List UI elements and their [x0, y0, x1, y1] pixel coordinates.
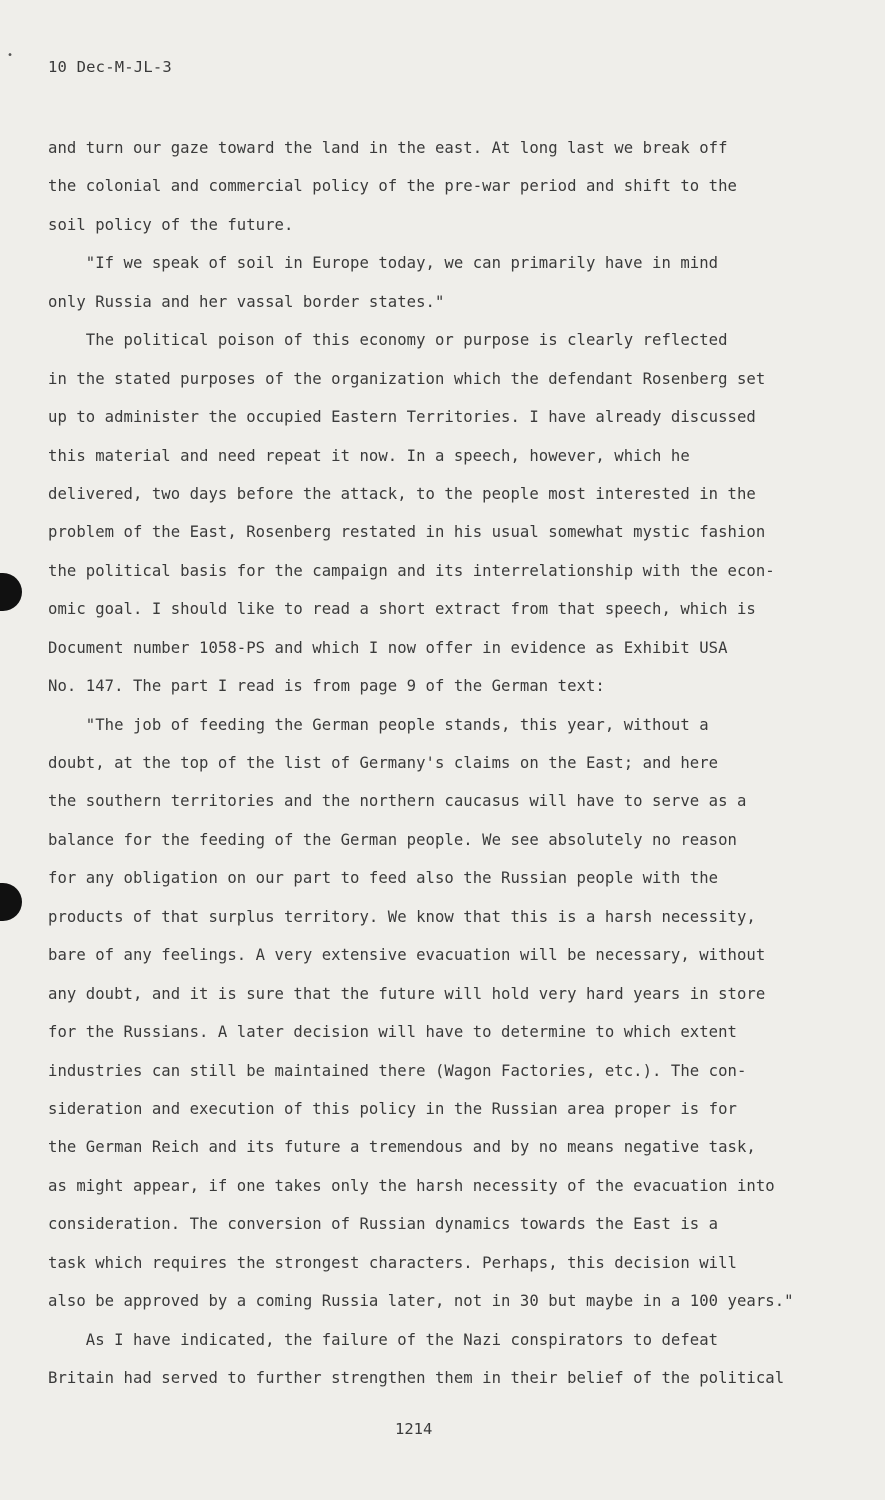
text-line: "If we speak of soil in Europe today, we can primarily have in mind [48, 254, 719, 273]
text-line: this material and need repeat it now. In a speech, however, which he [48, 446, 690, 465]
text-line: delivered, two days before the attack, to the people most interested in the [48, 484, 756, 503]
text-line: Britain had served to further strengthen them in their belief of the political [48, 1369, 785, 1387]
text-line: "The job of feeding the German people stands, this year, without a [48, 715, 709, 734]
page-identifier: 10 Dec-M-JL-3 [48, 58, 172, 76]
text-line: and turn our gaze toward the land in the east. At long last we break off [48, 139, 728, 157]
text-line: as might appear, if one takes only the harsh necessity of the evacuation into [48, 1176, 775, 1195]
text-line: doubt, at the top of the list of Germany's claims on the East; and here [48, 754, 719, 772]
text-line: the colonial and commercial policy of the pre-war period and shift to the [48, 177, 737, 196]
text-line: the political basis for the campaign and its interrelationship with the econ- [48, 561, 775, 580]
text-line: balance for the feeding of the German people. We see absolutely no reason [48, 830, 737, 849]
text-line: Document number 1058-PS and which I now offer in evidence as Exhibit USA [48, 638, 728, 657]
text-line: the southern territories and the northern caucasus will have to serve as a [48, 792, 747, 811]
text-line: soil policy of the future. [48, 215, 294, 234]
text-line: task which requires the strongest characters. Perhaps, this decision will [48, 1253, 737, 1272]
text-line: consideration. The conversion of Russian dynamics towards the East is a [48, 1215, 719, 1234]
text-line: for any obligation on our part to feed also the Russian people with the [48, 869, 719, 888]
text-line: only Russia and her vassal border states." [48, 292, 445, 311]
text-line: for the Russians. A later decision will have to determine to which extent [48, 1023, 737, 1042]
text-line: the German Reich and its future a tremendous and by no means negative task, [48, 1138, 756, 1157]
text-line: As I have indicated, the failure of the Nazi conspirators to defeat [48, 1330, 719, 1349]
text-line: in the stated purposes of the organization which the defendant Rosenberg set [48, 369, 766, 388]
text-line: products of that surplus territory. We know that this is a harsh necessity, [48, 907, 756, 926]
text-line: also be approved by a coming Russia later, not in 30 but maybe in a 100 years." [48, 1292, 794, 1311]
margin-tick-mark: • [7, 50, 14, 61]
text-line: bare of any feelings. A very extensive evacuation will be necessary, without [48, 946, 766, 965]
text-line: No. 147. The part I read is from page 9 of the German text: [48, 677, 605, 696]
text-line: problem of the East, Rosenberg restated in his usual somewhat mystic fashion [48, 523, 766, 542]
text-line: The political poison of this economy or purpose is clearly reflected [48, 331, 728, 350]
body-text [48, 137, 838, 1405]
punch-hole [0, 573, 22, 611]
page-number: 1214 [395, 1420, 433, 1438]
text-line: any doubt, and it is sure that the future will hold very hard years in store [48, 984, 766, 1003]
text-line: industries can still be maintained there (Wagon Factories, etc.). The con- [48, 1061, 747, 1080]
text-line: omic goal. I should like to read a short extract from that speech, which is [48, 600, 756, 619]
text-line: up to administer the occupied Eastern Territories. I have already discussed [48, 408, 756, 427]
text-line: sideration and execution of this policy in the Russian area proper is for [48, 1099, 737, 1118]
punch-hole [0, 883, 22, 921]
